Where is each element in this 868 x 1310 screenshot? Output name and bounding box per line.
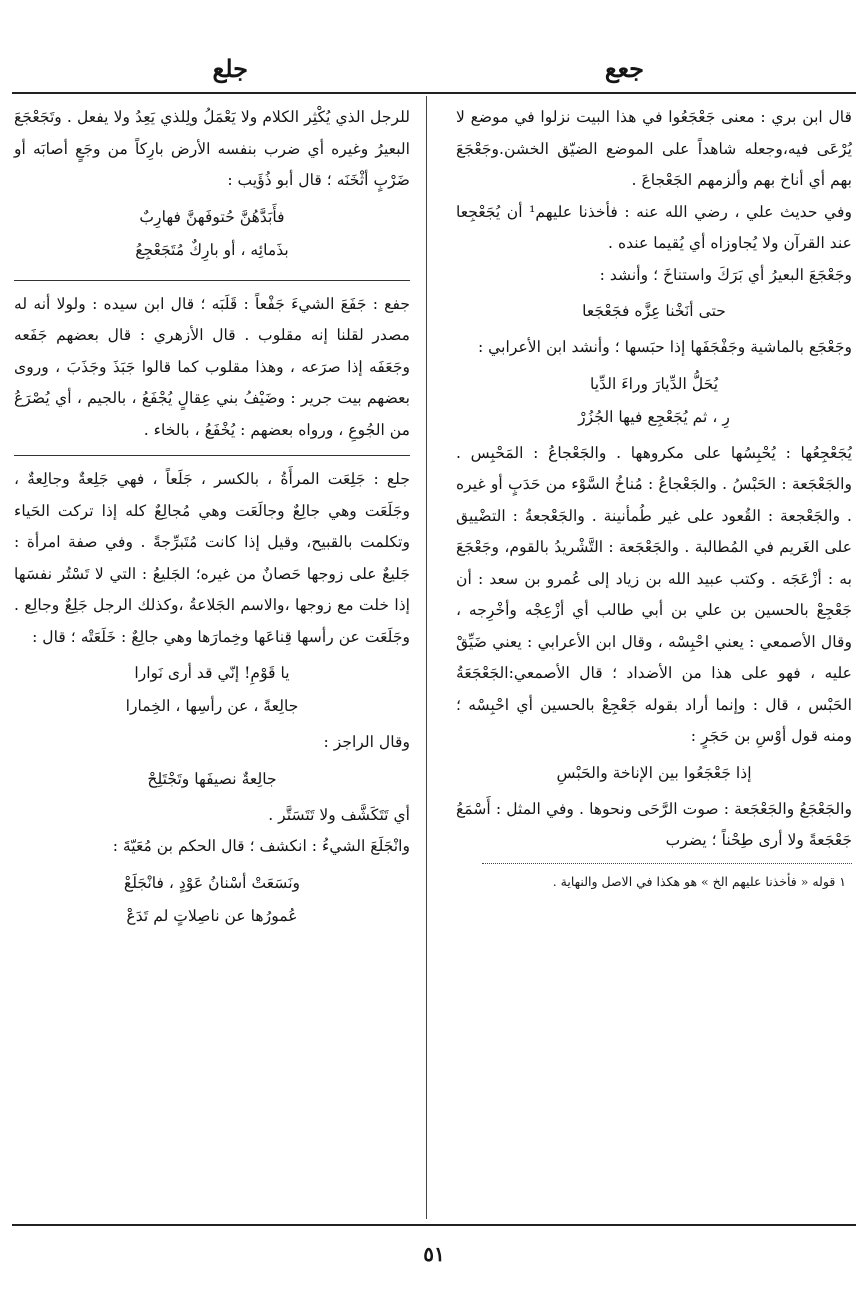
left-verse-3-line: جالِعةٌ نصيفَها وتَجْتَلِحْ (147, 769, 277, 788)
left-verse-4-line-1: ونَسَعَتْ أسْنانُ عَوْدٍ ، فانْجَلَعْ (123, 873, 301, 892)
column-divider (426, 96, 427, 1219)
entry-separator (14, 280, 410, 281)
left-verse-2-line-1: يا قَوْمِ! إنّي قد أرى نَوارا (134, 664, 290, 682)
footnote: ١ قوله « فأخذنا عليهم الخ » هو هكذا في الاصل والنهاية . (552, 873, 846, 889)
right-verse-1-line: حتى أنَخْنا عِزَّه فجَعْجَعا (582, 302, 726, 320)
right-paragraph-5: يُجَعْجِعُها : يُحْبِسُها على مكروهها . والجَعْجاعُ : المَحْبِس . والجَعْجَعة : الحَبْسُ . والجَعْجاعُ : مُناخُ السَّوْء من حَدَبٍ أو غيره . والجَعْجعة : القُعود على غير طُمأنينة . والجَعْجعةُ : التضْييق على الغَريم في المُطالبة . والجَعْجَعة : التَّشْريدُ بالقوم، وجَعْجَعَ به : أزْعَجَه . وكتب عبيد الله بن زياد إلى عُمرو بن سعد : أن جَعْجِعْ بالحسين بن علي بن أبي طالب أي أزْعِجْه وأخْرِجه ، وقال الأصمعي : يعني احْبِسْه ، وقال ابن الأعرابي : يعني ضَيِّقْ عليه ، فهو على هذا من الأضداد ؛ قال الأصمعي:الجَعْجَعَةُ الحَبْس ، قال : وإنما أراد بقوله جَعْجِعْ بالحسين أي احْبِسْه ؛ ومنه قول أوْسِ بن حَجَرٍ : (456, 443, 852, 745)
entry-jla: جلع : جَلِعَت المرأَةُ ، بالكسر ، جَلَعاً ، فهي جَلِعةٌ وجالِعةٌ ، وجَلَعَت وهي جالِعٌ وجالَعَت وهي مُجالِعٌ كله إذا تركت الحَياء وتكلمت بالقبيح، وقيل إذا كانت مُتَبرِّجةً . وفي صفة امرأة : جَليعٌ على زوجها حَصانٌ من غيره؛ الجَليعُ : التي لا تَسْتُر نفسَها إذا خلت مع زوجها ،والاسم الجَلاعةُ ،وكذلك الرجل جَلِعٌ وجالِع . وجَلَعَت عن رأسها قِناعَها وخِمارَها وهي جالِعٌ : خَلَعَتْه ؛ قال : (14, 470, 410, 646)
right-column (456, 102, 852, 894)
right-verse-3 (456, 753, 852, 794)
right-paragraph-1: قال ابن بري : معنى جَعْجَعُوا في هذا البيت نزلوا في موضع لا يُرْعَى فيه،وجعله شاهداً على الموضع الضيّق الخشن.وجَعْجَعَ بهم أي أناخ بهم وألزمهم الجَعْجاعَ . (456, 108, 852, 189)
right-paragraph-2: وفي حديث علي ، رضي الله عنه : فأخذنا عليهم¹ أن يُجَعْجِعا عند القرآن ولا يُجاوزاه أي يُقيما عنده . (456, 202, 852, 252)
left-paragraph-last: وانْجَلَعَ الشيءُ : انكشف ؛ قال الحكم بن مُعَيّةَ : (112, 837, 410, 855)
footnote-rule (482, 863, 852, 864)
right-verse-3-line: إذا جَعْجَعُوا بين الإناخة والحَبْسِ (556, 763, 752, 782)
right-verse-2-line-2: رِ ، ثم يُجَعْجِع فيها الجُزُرْ (578, 407, 730, 426)
right-verse-2 (456, 364, 852, 438)
left-verse-1-line-1: فأَبَدَّهُنَّ حُتوفَهنَّ فهارِبٌ (139, 207, 285, 226)
right-verse-2-line-1: يُحَلُّ الدِّيارَ وراءَ الدِّيا (589, 374, 719, 393)
entry-jfa: جفع : جَفَعَ الشيءَ جَفْعاً : قَلَبَه ؛ قال ابن سيده : ولولا أنه له مصدر لقلنا إنه مقلوب . قال الأزهري : قال بعضهم جَفَعه وجَعَفَه إذا صرَعه ، وهذا مقلوب كما قالوا جَبَذَ وجَذَبَ ، وروى بعضهم بيت جرير : وضَيْفُ بني عِقالٍ يُجْفَعُ ، بالجيم ، أي يُصْرَعُ من الجُوعِ ، ورواه بعضهم : يُخْفَعُ ، بالخاء . (14, 294, 410, 439)
right-paragraph-4: وجَعْجَع بالماشية وجَفْجَفَها إذا حبَسها ؛ وأنشد ابن الأعرابي : (477, 338, 852, 356)
left-column (14, 102, 410, 937)
left-verse-1-line-2: بذَمائِه ، أو بارِكٌ مُتَجَعْجِعُ (135, 240, 289, 259)
right-paragraph-3: وجَعْجَعَ البعيرُ أي بَرَكَ واستناخَ ؛ وأنشد : (599, 265, 852, 284)
right-verse-1 (456, 291, 852, 332)
header-rule (12, 92, 856, 94)
left-paragraph-rajiz: وقال الراجز : (323, 733, 410, 751)
left-paragraph-1: للرجل الذي يُكْثِر الكلام ولا يَعْمَلُ ولِلذي يَعِدُ ولا يفعل . وتَجَعْجَعَ البعيرُ وغيره أي ضرب بنفسه الأرض بارِكاً من وجَعٍ أصابَه أو ضَرْبٍ أثْخَنَه ؛ قال أبو ذُؤَيب : (14, 108, 411, 189)
left-paragraph-after: أي تَتَكَشَّف ولا تَتَسَتَّر . (268, 805, 410, 824)
footer-rule (12, 1224, 856, 1226)
left-verse-2-line-2: جالِعةً ، عن رأسِها ، الخِمارا (125, 697, 299, 715)
left-verse-2 (14, 653, 410, 727)
left-verse-4-line-2: عُمورُها عن ناصِلاتٍ لم تَدَعْ (126, 906, 298, 925)
entry-separator (14, 455, 410, 456)
left-verse-4 (14, 863, 410, 937)
left-verse-3 (14, 759, 410, 800)
left-verse-1 (14, 197, 410, 271)
page-number: ٥١ (423, 1242, 445, 1266)
header-root-word-left: جلع (212, 54, 248, 83)
right-paragraph-6: والجَعْجَعُ والجَعْجَعة : صوت الرَّحَى ونحوها . وفي المثل : أَسْمَعُ جَعْجَعةً ولا أرى طِحْناً ؛ يضرب (456, 799, 852, 849)
header-root-word-right: جعع (604, 54, 644, 83)
